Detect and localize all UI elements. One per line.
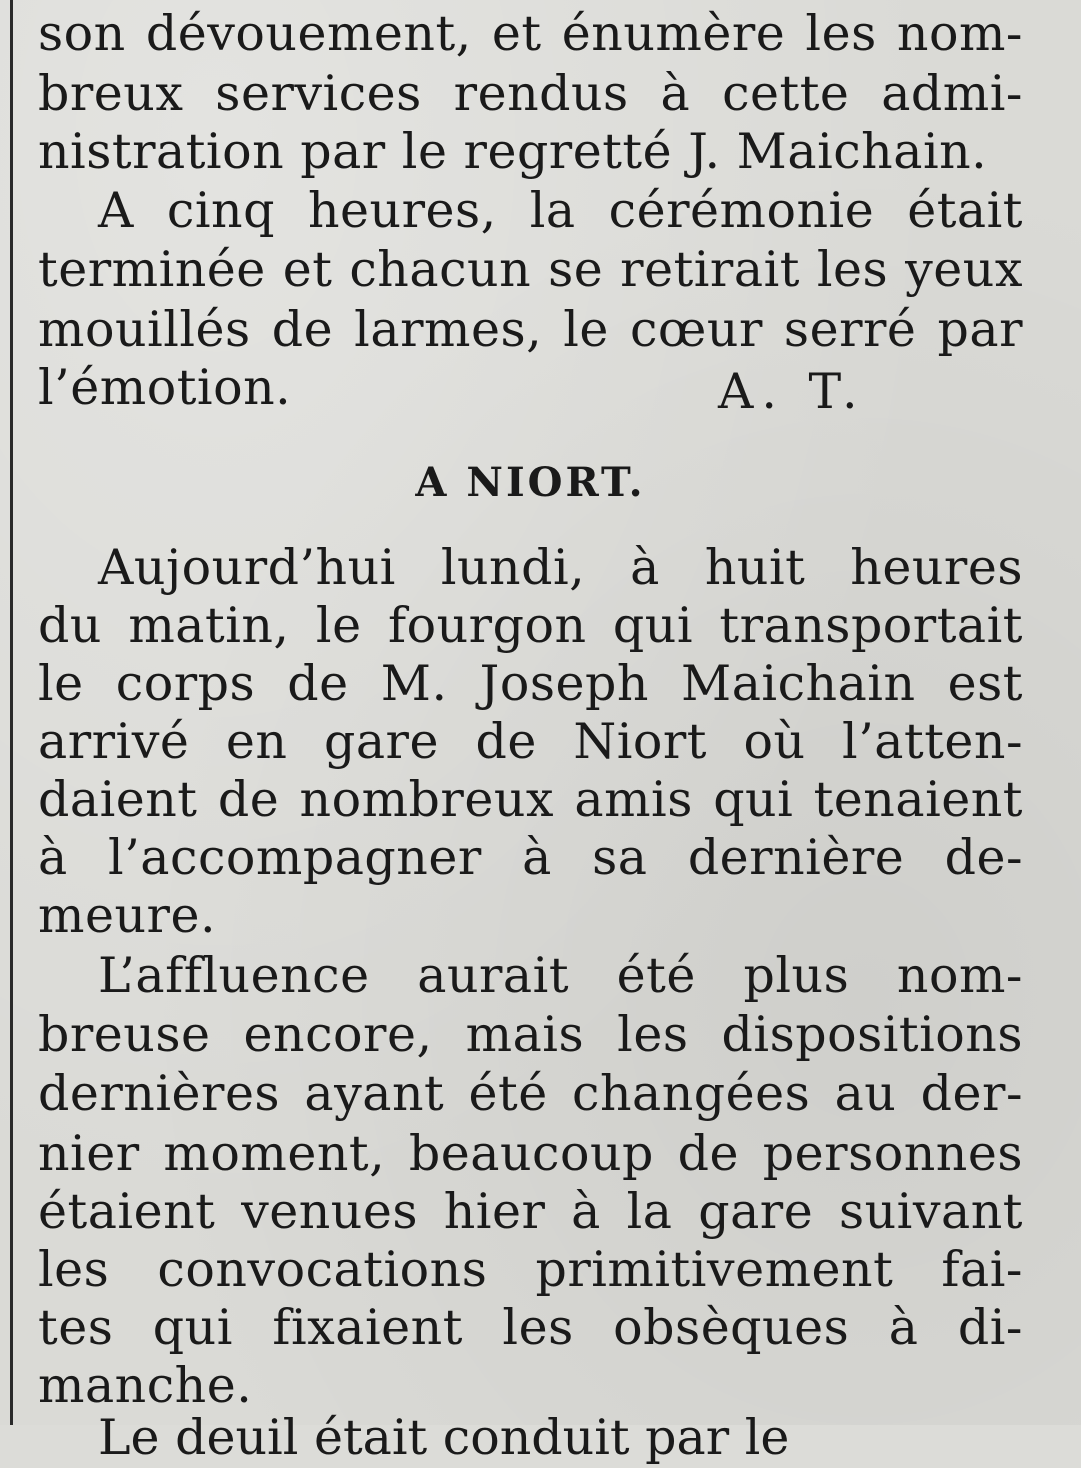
text-line: du matin, le fourgon qui transportait [38,597,1023,654]
cut-off-text: Le deuil était conduit par le [98,1409,790,1466]
text-line: nier moment, beaucoup de personnes [38,1125,1023,1182]
column-rule [10,0,13,1425]
text-line: à l’accompagner à sa dernière de- [38,829,1023,886]
cut-off-text-line [38,1408,1023,1466]
text-line: le corps de M. Joseph Maichain est [38,655,1023,712]
text-line: Aujourd’hui lundi, à huit heures [98,539,1023,596]
text-line: son dévouement, et énumère les nom- [38,5,1023,62]
text-line: manche. [38,1357,253,1414]
text-line: terminée et chacun se retirait les yeux [38,241,1023,298]
text-line: breuse encore, mais les dispositions [38,1006,1023,1063]
text-line: dernières ayant été changées au der- [38,1065,1023,1122]
text-line: les convocations primitivement fai- [38,1241,1023,1298]
text-line: L’affluence aurait été plus nom- [98,947,1023,1004]
text-line: l’émotion. [38,359,292,416]
text-line: breux services rendus à cette admi- [38,65,1023,122]
text-line: tes qui fixaient les obsèques à di- [38,1299,1023,1356]
text-line: A cinq heures, la cérémonie était [98,182,1023,239]
text-line: nistration par le regretté J. Maichain. [38,123,988,180]
text-line: meure. [38,887,217,944]
text-line: étaient venues hier à la gare suivant [38,1183,1023,1240]
section-heading: A NIORT. [415,459,646,506]
text-line: mouillés de larmes, le cœur serré par [38,301,1023,358]
text-line: daient de nombreux amis qui tenaient [38,771,1023,828]
signature: A. T. [718,363,866,420]
text-line: arrivé en gare de Niort où l’atten- [38,713,1023,770]
